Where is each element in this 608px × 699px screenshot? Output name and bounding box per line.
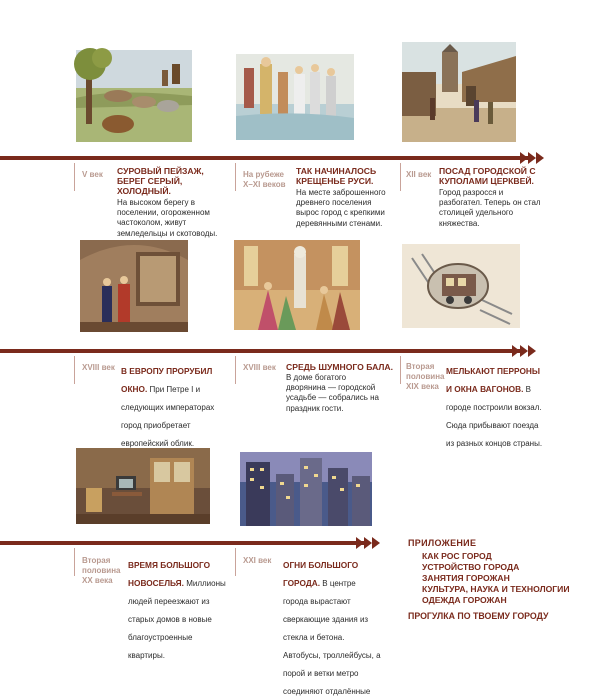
appendix-footer-walk[interactable]: ПРОГУЛКА ПО ТВОЕМУ ГОРОДУ bbox=[408, 611, 549, 621]
illustration-medieval-town bbox=[402, 42, 516, 142]
timeline-arrow-icon bbox=[528, 345, 536, 357]
section-body: Город разросся и разбогател. Теперь он стал столицей удельного княжества. bbox=[439, 188, 541, 228]
illustration-ball-room bbox=[234, 240, 360, 330]
era-label: На рубеже X–XI веков bbox=[243, 170, 286, 189]
era-divider bbox=[235, 163, 236, 191]
section-text bbox=[283, 555, 381, 696]
timeline-arrow-icon bbox=[372, 537, 380, 549]
appendix-link-structure[interactable]: УСТРОЙСТВО ГОРОДА bbox=[422, 562, 520, 572]
illustration-peter-era-room bbox=[80, 240, 188, 332]
era-label: XII век bbox=[406, 170, 432, 179]
timeline-arrow-icon bbox=[520, 345, 528, 357]
illustration-soviet-apartment bbox=[76, 448, 210, 524]
era-divider bbox=[400, 163, 401, 191]
era-label: XVIII век bbox=[82, 363, 115, 372]
section-body: В центре города вырастают сверкающие здания из стекла и бетона. Автобусы, троллейбусы, а порой и ветки метро соединяют отдалённые bbox=[283, 579, 381, 696]
section-text bbox=[446, 361, 546, 451]
era-divider bbox=[235, 548, 236, 576]
section-title: МЕЛЬКАЮТ ПЕРРОНЫ И ОКНА ВАГОНОВ. bbox=[446, 366, 541, 394]
section-title: ВРЕМЯ БОЛЬШОГО НОВОСЕЛЬЯ. bbox=[128, 560, 211, 588]
timeline-arrow-icon bbox=[512, 345, 520, 357]
era-label: XVIII век bbox=[243, 363, 276, 372]
illustration-baptism-of-rus bbox=[236, 54, 354, 140]
section-title: ТАК НАЧИНАЛОСЬ КРЕЩЕНЬЕ РУСИ. bbox=[296, 166, 377, 186]
section-body: Миллионы людей переезжают из старых домов в новые благоустроенные квартиры. bbox=[128, 579, 226, 660]
appendix-link-occupations[interactable]: ЗАНЯТИЯ ГОРОЖАН bbox=[422, 573, 510, 583]
era-label: Вторая половина XIX века bbox=[406, 362, 445, 391]
section-title: ПОСАД ГОРОДСКОЙ С КУПОЛАМИ ЦЕРКВЕЙ. bbox=[439, 166, 536, 186]
era-label: V век bbox=[82, 170, 103, 179]
timeline-bar-3 bbox=[0, 541, 368, 545]
timeline-arrow-icon bbox=[536, 152, 544, 164]
appendix-heading: ПРИЛОЖЕНИЕ bbox=[408, 538, 477, 548]
timeline-arrow-icon bbox=[364, 537, 372, 549]
era-label: Вторая половина XX века bbox=[82, 556, 121, 585]
era-divider bbox=[74, 356, 75, 384]
timeline-bar-2 bbox=[0, 349, 524, 353]
section-body: При Петре I и следующих императорах город приобретает европейский облик. bbox=[121, 385, 215, 448]
era-divider bbox=[74, 548, 75, 576]
era-divider bbox=[400, 356, 401, 384]
section-title: СУРОВЫЙ ПЕЙЗАЖ, БЕРЕГ СЕРЫЙ, ХОЛОДНЫЙ. bbox=[117, 166, 204, 196]
section-body: В городе построили вокзал. Сюда прибывают поезда из разных концов страны. bbox=[446, 385, 543, 448]
era-divider bbox=[74, 163, 75, 191]
section-title: СРЕДЬ ШУМНОГО БАЛА. bbox=[286, 362, 394, 372]
appendix-link-growth[interactable]: КАК РОС ГОРОД bbox=[422, 551, 492, 561]
timeline-bar-1 bbox=[0, 156, 532, 160]
illustration-railway-station bbox=[402, 244, 520, 328]
section-body: В доме богатого дворянина — городской усадьбе — собрались на праздник гости. bbox=[286, 373, 379, 413]
section-text bbox=[128, 555, 228, 663]
illustration-modern-city-night bbox=[240, 452, 372, 526]
section-title: В ЕВРОПУ ПРОРУБИЛ ОКНО. bbox=[121, 366, 213, 394]
section-title: ОГНИ БОЛЬШОГО ГОРОДА. bbox=[283, 560, 359, 588]
section-body: На месте заброшенного древнего поселения вырос город с крепкими деревянными стенами. bbox=[296, 188, 386, 228]
timeline-arrow-icon bbox=[356, 537, 364, 549]
appendix-link-culture[interactable]: КУЛЬТУРА, НАУКА И ТЕХНОЛОГИИ bbox=[422, 584, 570, 594]
era-label: XXI век bbox=[243, 556, 272, 565]
section-text bbox=[121, 361, 223, 451]
era-divider bbox=[235, 356, 236, 384]
illustration-ancient-landscape bbox=[76, 50, 192, 142]
section-body: На высоком берегу в поселении, огороженном частоколом, живут земледельцы и скотоводы. bbox=[117, 198, 218, 238]
appendix-link-clothing[interactable]: ОДЕЖДА ГОРОЖАН bbox=[422, 595, 507, 605]
timeline-arrow-icon bbox=[520, 152, 528, 164]
timeline-arrow-icon bbox=[528, 152, 536, 164]
